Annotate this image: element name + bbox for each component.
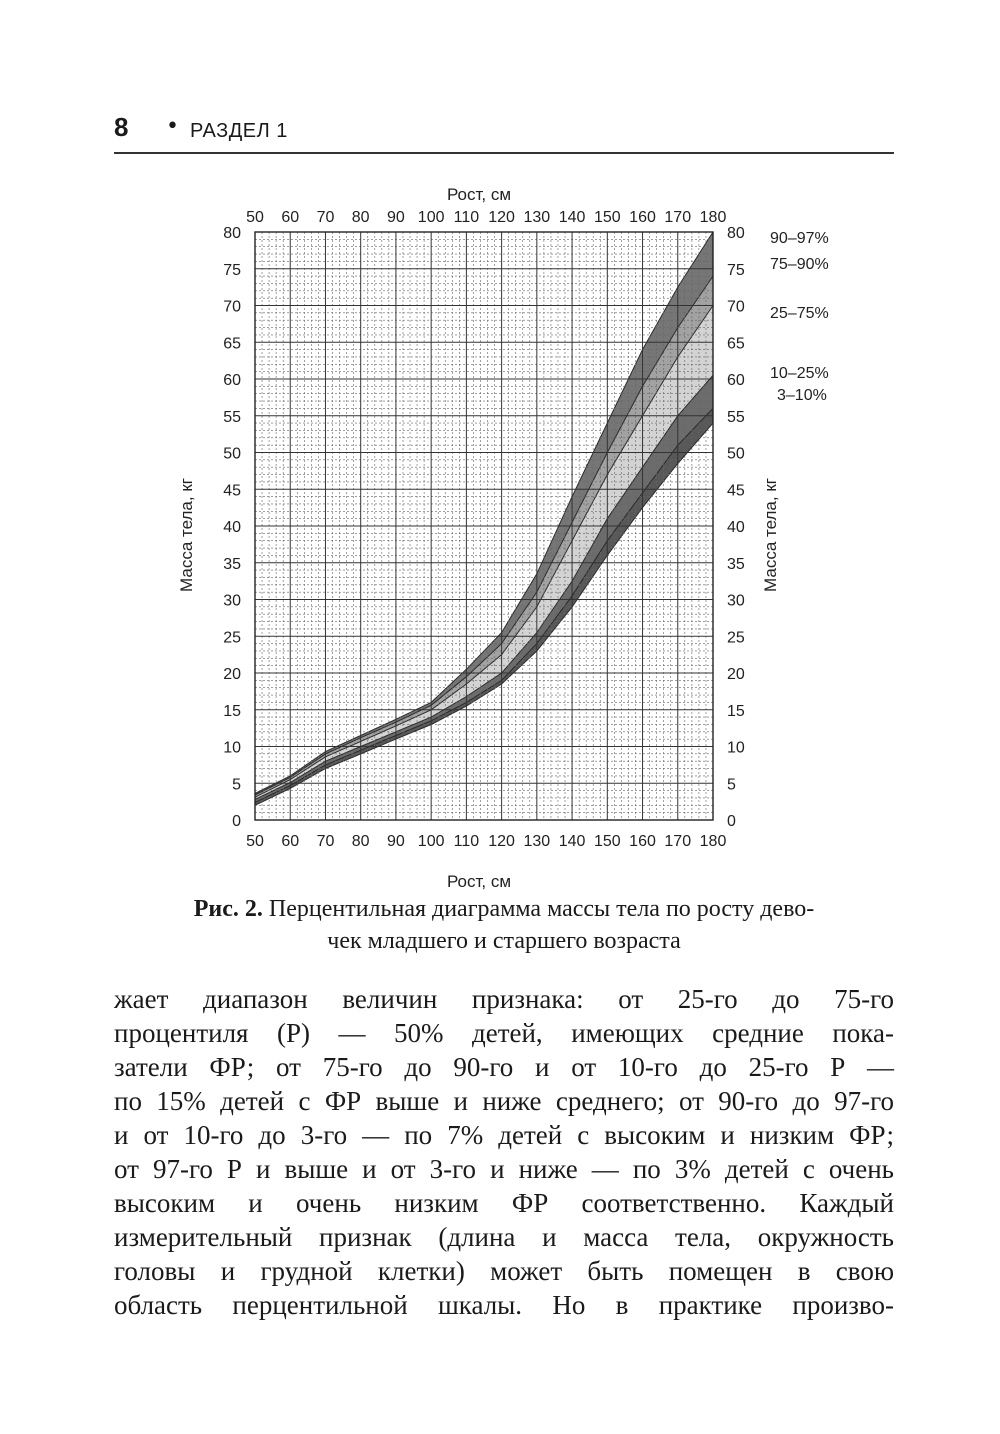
y-tick-label-right: 30 <box>727 592 745 610</box>
y-tick-label-left: 20 <box>223 666 241 683</box>
y-tick-label-right: 80 <box>727 225 745 242</box>
y-tick-label-left: 55 <box>223 408 241 426</box>
x-tick-label-bottom: 60 <box>281 833 300 850</box>
x-tick-label-top: 90 <box>387 209 405 226</box>
x-tick-label-top: 100 <box>417 209 445 226</box>
y-tick-label-left: 15 <box>223 702 241 720</box>
y-tick-label-right: 10 <box>727 739 745 757</box>
x-tick-label-bottom: 50 <box>246 833 264 850</box>
caption-line1: Перцентильная диаграмма массы тела по росту дево- <box>262 896 815 922</box>
y-tick-label-right: 70 <box>727 298 745 316</box>
x-tick-label-bottom: 150 <box>593 833 621 850</box>
y-tick-label-right: 40 <box>727 519 745 536</box>
legend-entry: 25–75% <box>770 305 829 322</box>
caption-label: Рис. 2. <box>193 896 263 922</box>
y-tick-label-left: 45 <box>223 482 241 500</box>
y-tick-label-right: 20 <box>727 666 745 683</box>
body-line: жает диапазон величин признака: от 25-го до 75-го <box>114 984 894 1014</box>
x-tick-label-top: 180 <box>699 209 727 226</box>
x-tick-label-bottom: 80 <box>351 833 370 850</box>
x-axis-label-bottom: Рост, см <box>446 872 512 891</box>
y-tick-label-left: 50 <box>223 445 241 463</box>
x-tick-label-bottom: 140 <box>558 833 586 850</box>
bullet-icon: • <box>166 114 179 139</box>
x-tick-label-bottom: 100 <box>417 833 445 850</box>
y-tick-label-left: 75 <box>223 261 241 279</box>
y-axis-label-right: Масса тела, кг <box>761 478 780 592</box>
y-tick-label-left: 65 <box>223 335 241 353</box>
x-tick-label-bottom: 160 <box>629 833 656 850</box>
legend-entry: 3–10% <box>777 387 827 404</box>
y-tick-label-right: 25 <box>727 629 745 647</box>
page-number: 8 <box>114 112 129 142</box>
y-tick-label-right: 45 <box>727 482 745 500</box>
y-tick-label-left: 25 <box>223 629 241 647</box>
body-line: от 97-го Р и выше и от 3-го и ниже — по 3% детей с очень <box>114 1154 894 1184</box>
y-tick-label-left: 30 <box>223 592 241 610</box>
x-tick-label-top: 120 <box>488 209 515 226</box>
y-tick-label-left: 5 <box>232 776 241 794</box>
body-line: измерительный признак (длина и масса тела, окружность <box>114 1222 894 1252</box>
y-axis-label-left: Масса тела, кг <box>177 478 196 592</box>
legend-entry: 75–90% <box>770 256 829 273</box>
y-tick-label-left: 35 <box>223 555 241 573</box>
y-tick-label-left: 70 <box>223 298 241 316</box>
x-tick-label-top: 140 <box>558 209 586 226</box>
x-tick-label-bottom: 180 <box>699 833 727 850</box>
body-line: головы и грудной клетки) может быть помещен в свою <box>114 1256 894 1286</box>
x-axis-label-top: Рост, см <box>446 185 512 204</box>
y-tick-label-right: 60 <box>727 372 745 389</box>
body-line: процентиля (Р) — 50% детей, имеющих средние пока- <box>114 1018 894 1048</box>
x-tick-label-top: 110 <box>453 209 480 226</box>
section-title: РАЗДЕЛ 1 <box>190 120 288 142</box>
x-tick-label-bottom: 130 <box>523 833 551 850</box>
legend-entry: 90–97% <box>770 230 829 247</box>
percentile-chart <box>0 175 1000 895</box>
y-tick-label-right: 35 <box>727 555 745 573</box>
x-tick-label-top: 80 <box>351 209 370 226</box>
y-tick-label-left: 80 <box>223 225 241 242</box>
y-tick-label-left: 40 <box>223 519 241 536</box>
x-tick-label-bottom: 110 <box>453 833 480 850</box>
y-tick-label-left: 10 <box>223 739 241 757</box>
caption-line2: чек младшего и старшего возраста <box>327 928 681 954</box>
legend-entry: 10–25% <box>770 365 829 382</box>
chart-legend <box>770 230 829 404</box>
y-tick-label-right: 75 <box>727 261 745 279</box>
x-tick-label-top: 130 <box>523 209 551 226</box>
body-line: область перцентильной шкалы. Но в практике произво- <box>114 1290 894 1320</box>
body-line: по 15% детей с ФР выше и ниже среднего; от 90-го до 97-го <box>114 1086 894 1116</box>
page-header <box>114 112 894 154</box>
x-tick-label-top: 160 <box>629 209 656 226</box>
body-line: затели ФР; от 75-го до 90-го и от 10-го до 25-го Р — <box>114 1052 894 1082</box>
chart-grid <box>255 232 713 820</box>
x-tick-label-bottom: 170 <box>664 833 692 850</box>
x-tick-label-top: 170 <box>664 209 692 226</box>
x-tick-label-bottom: 120 <box>488 833 515 850</box>
y-tick-label-right: 55 <box>727 408 745 426</box>
y-tick-label-right: 65 <box>727 335 745 353</box>
y-tick-label-left: 0 <box>232 813 241 830</box>
x-tick-label-top: 60 <box>281 209 300 226</box>
body-line: и от 10-го до 3-го — по 7% детей с высоким и низким ФР; <box>114 1120 894 1150</box>
x-tick-label-top: 70 <box>316 209 335 226</box>
y-tick-label-left: 60 <box>223 372 241 389</box>
x-tick-label-top: 50 <box>246 209 264 226</box>
x-tick-label-bottom: 90 <box>387 833 405 850</box>
x-tick-label-bottom: 70 <box>316 833 335 850</box>
body-paragraph <box>114 982 894 1322</box>
y-tick-label-right: 15 <box>727 702 745 720</box>
body-line: высоким и очень низким ФР соответственно. Каждый <box>114 1188 894 1218</box>
y-tick-label-right: 5 <box>727 776 736 794</box>
x-tick-label-top: 150 <box>593 209 621 226</box>
figure-caption <box>114 893 894 957</box>
y-tick-label-right: 0 <box>727 813 736 830</box>
y-tick-label-right: 50 <box>727 445 745 463</box>
